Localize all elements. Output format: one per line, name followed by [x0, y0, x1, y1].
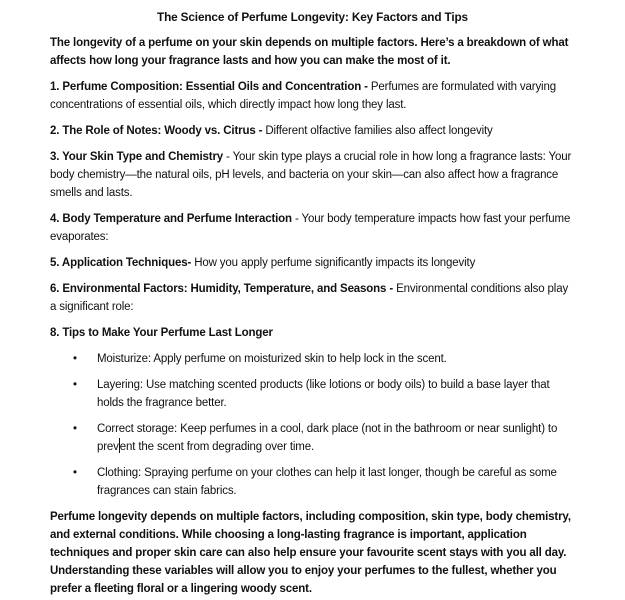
section-paragraph-5[interactable] — [50, 254, 575, 272]
list-item[interactable] — [97, 464, 575, 500]
section-paragraph-6[interactable] — [50, 280, 575, 316]
tips-heading[interactable]: 8. Tips to Make Your Perfume Last Longer — [50, 327, 273, 339]
tips-list — [50, 350, 575, 500]
section-body: Different olfactive families also affect longevity — [262, 125, 493, 137]
section-heading: 1. Perfume Composition: Essential Oils and Concentration - — [50, 81, 368, 93]
list-item[interactable] — [97, 376, 575, 412]
section-paragraph-4[interactable] — [50, 210, 575, 246]
bullet-text: Moisturize: Apply perfume on moisturized skin to help lock in the scent. — [97, 353, 447, 365]
bullet-text: Layering: Use matching scented products (like lotions or body oils) to build a base layer that holds the fragrance better. — [97, 379, 550, 409]
section-body: - Your skin type plays a crucial role in how long a fragrance lasts: Your body chemistry—the natural oils, pH levels, and bacteria on your skin—can also affect how a fragrance smells and lasts. — [50, 151, 572, 199]
section-heading: 2. The Role of Notes: Woody vs. Citrus - — [50, 125, 263, 137]
list-item[interactable] — [97, 420, 575, 456]
section-heading: 4. Body Temperature and Perfume Interaction — [50, 213, 292, 225]
section-heading: 3. Your Skin Type and Chemistry — [50, 151, 224, 163]
section-body: Environmental conditions also play a significant role: — [50, 283, 569, 313]
section-body: Perfumes are formulated with varying concentrations of essential oils, which directly impact how long they last. — [50, 81, 556, 111]
section-heading: 5. Application Techniques- — [50, 257, 192, 269]
section-paragraph-2[interactable] — [50, 122, 575, 140]
bullet-text: Clothing: Spraying perfume on your clothes can help it last longer, though be careful as some fragrances can stain fabrics. — [97, 467, 557, 497]
intro-paragraph[interactable]: The longevity of a perfume on your skin depends on multiple factors. Here’s a breakdown of what affects how long your fragrance lasts and how you can make the most of it. — [50, 37, 569, 67]
section-body: - Your body temperature impacts how fast your perfume evaporates: — [50, 213, 571, 243]
conclusion-paragraph[interactable]: Perfume longevity depends on multiple factors, including composition, skin type, body chemistry, and external conditions. While choosing a long-lasting fragrance is important, application techniques and proper skin care can also help ensure your favourite scent stays with you all day. Understanding these variables will allow you to enjoy your perfumes to the fullest, whether you prefer a fleeting floral or a lingering woody scent. — [50, 511, 571, 595]
bullet-text: Correct storage: Keep perfumes in a cool, dark place (not in the bathroom or near sunlight) to prev — [97, 423, 558, 453]
bullet-text: ent the scent from degrading over time. — [119, 441, 315, 453]
section-body: How you apply perfume significantly impacts its longevity — [191, 257, 476, 269]
section-paragraph-1[interactable] — [50, 78, 575, 114]
section-heading: 6. Environmental Factors: Humidity, Temperature, and Seasons - — [50, 283, 394, 295]
list-item[interactable] — [97, 350, 575, 368]
document-title: The Science of Perfume Longevity: Key Factors and Tips — [157, 10, 468, 24]
section-paragraph-3[interactable] — [50, 148, 575, 202]
